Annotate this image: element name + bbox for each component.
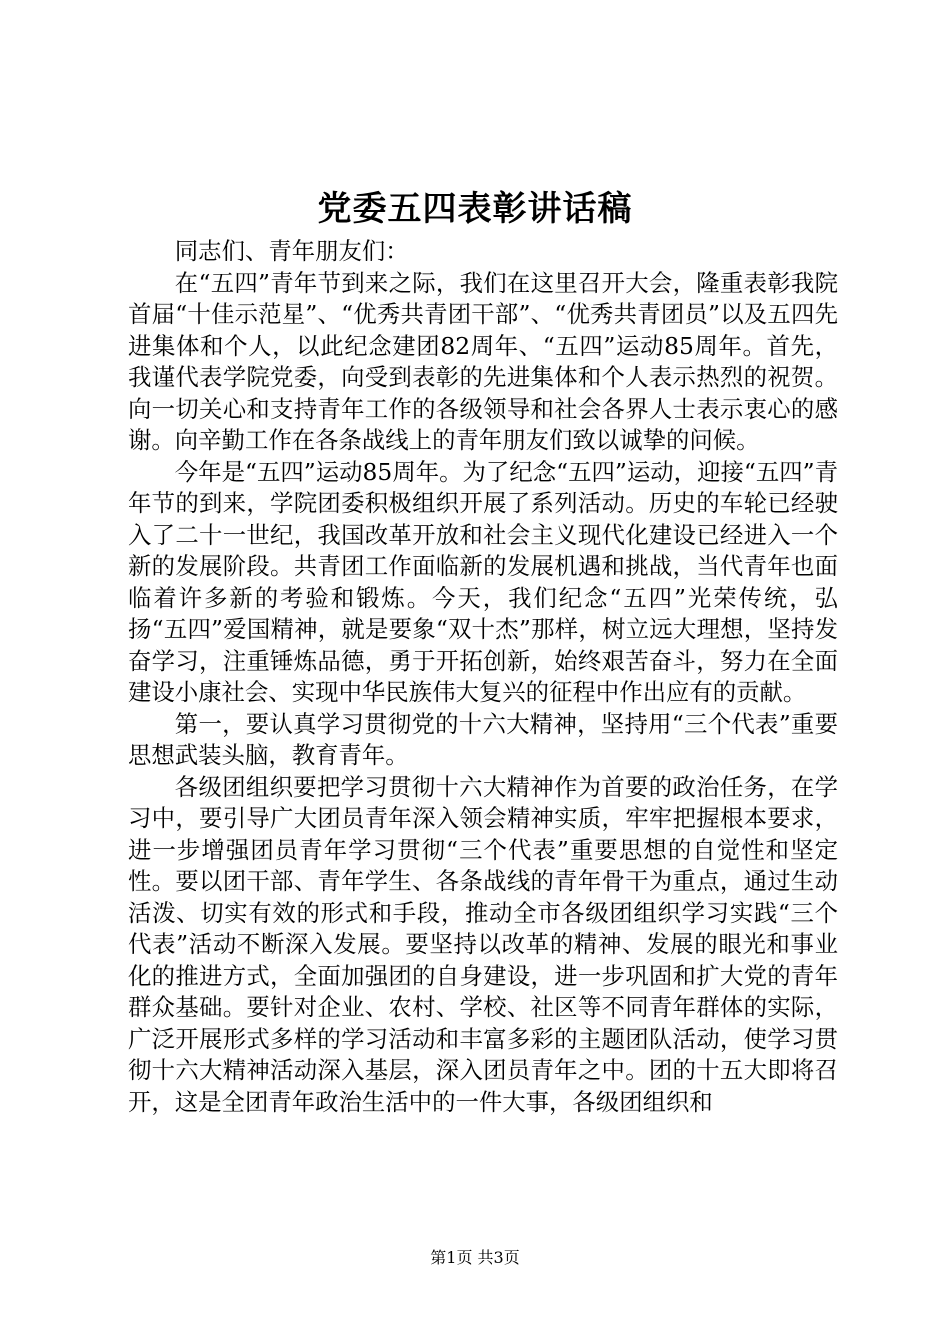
document-body — [128, 236, 838, 1118]
body-paragraph: 在“五四”青年节到来之际，我们在这里召开大会，隆重表彰我院首届“十佳示范星”、“优秀共青团干部”、“优秀共青团员”以及五四先进集体和个人，以此纪念建团82周年、“五四”运动85周年。首先，我谨代表学院党委，向受到表彰的先进集体和个人表示热烈的祝贺。向一切关心和支持青年工作的各级领导和社会各界人士表示衷心的感谢。向辛勤工作在各条战线上的青年朋友们致以诚挚的问候。 — [128, 268, 838, 454]
page-number-footer: 第1页 共3页 — [430, 1248, 520, 1267]
body-paragraph: 今年是“五四”运动85周年。为了纪念“五四”运动，迎接“五四”青年节的到来，学院团委积极组织开展了系列活动。历史的车轮已经驶入了二十一世纪，我国改革开放和社会主义现代化建设已经进入一个新的发展阶段。共青团工作面临新的发展机遇和挑战，当代青年也面临着许多新的考验和锻炼。今天，我们纪念“五四”光荣传统，弘扬“五四”爱国精神，就是要象“双十杰”那样，树立远大理想，坚持发奋学习，注重锤炼品德，勇于开拓创新，始终艰苦奋斗，努力在全面建设小康社会、实现中华民族伟大复兴的征程中作出应有的贡献。 — [128, 457, 838, 706]
body-paragraph: 第一，要认真学习贯彻党的十六大精神，坚持用“三个代表”重要思想武装头脑，教育青年。 — [128, 709, 838, 769]
body-paragraph: 各级团组织要把学习贯彻十六大精神作为首要的政治任务，在学习中，要引导广大团员青年深入领会精神实质，牢牢把握根本要求，进一步增强团员青年学习贯彻“三个代表”重要思想的自觉性和坚定性。要以团干部、青年学生、各条战线的青年骨干为重点，通过生动活泼、切实有效的形式和手段，推动全市各级团组织学习实践“三个代表”活动不断深入发展。要坚持以改革的精神、发展的眼光和事业化的推进方式，全面加强团的自身建设，进一步巩固和扩大党的青年群众基础。要针对企业、农村、学校、社区等不同青年群体的实际，广泛开展形式多样的学习活动和丰富多彩的主题团队活动，使学习贯彻十六大精神活动深入基层，深入团员青年之中。团的十五大即将召开，这是全团青年政治生活中的一件大事，各级团组织和 — [128, 772, 838, 1116]
document-title: 党委五四表彰讲话稿 — [317, 189, 633, 229]
salutation-paragraph: 同志们、青年朋友们： — [174, 237, 409, 265]
